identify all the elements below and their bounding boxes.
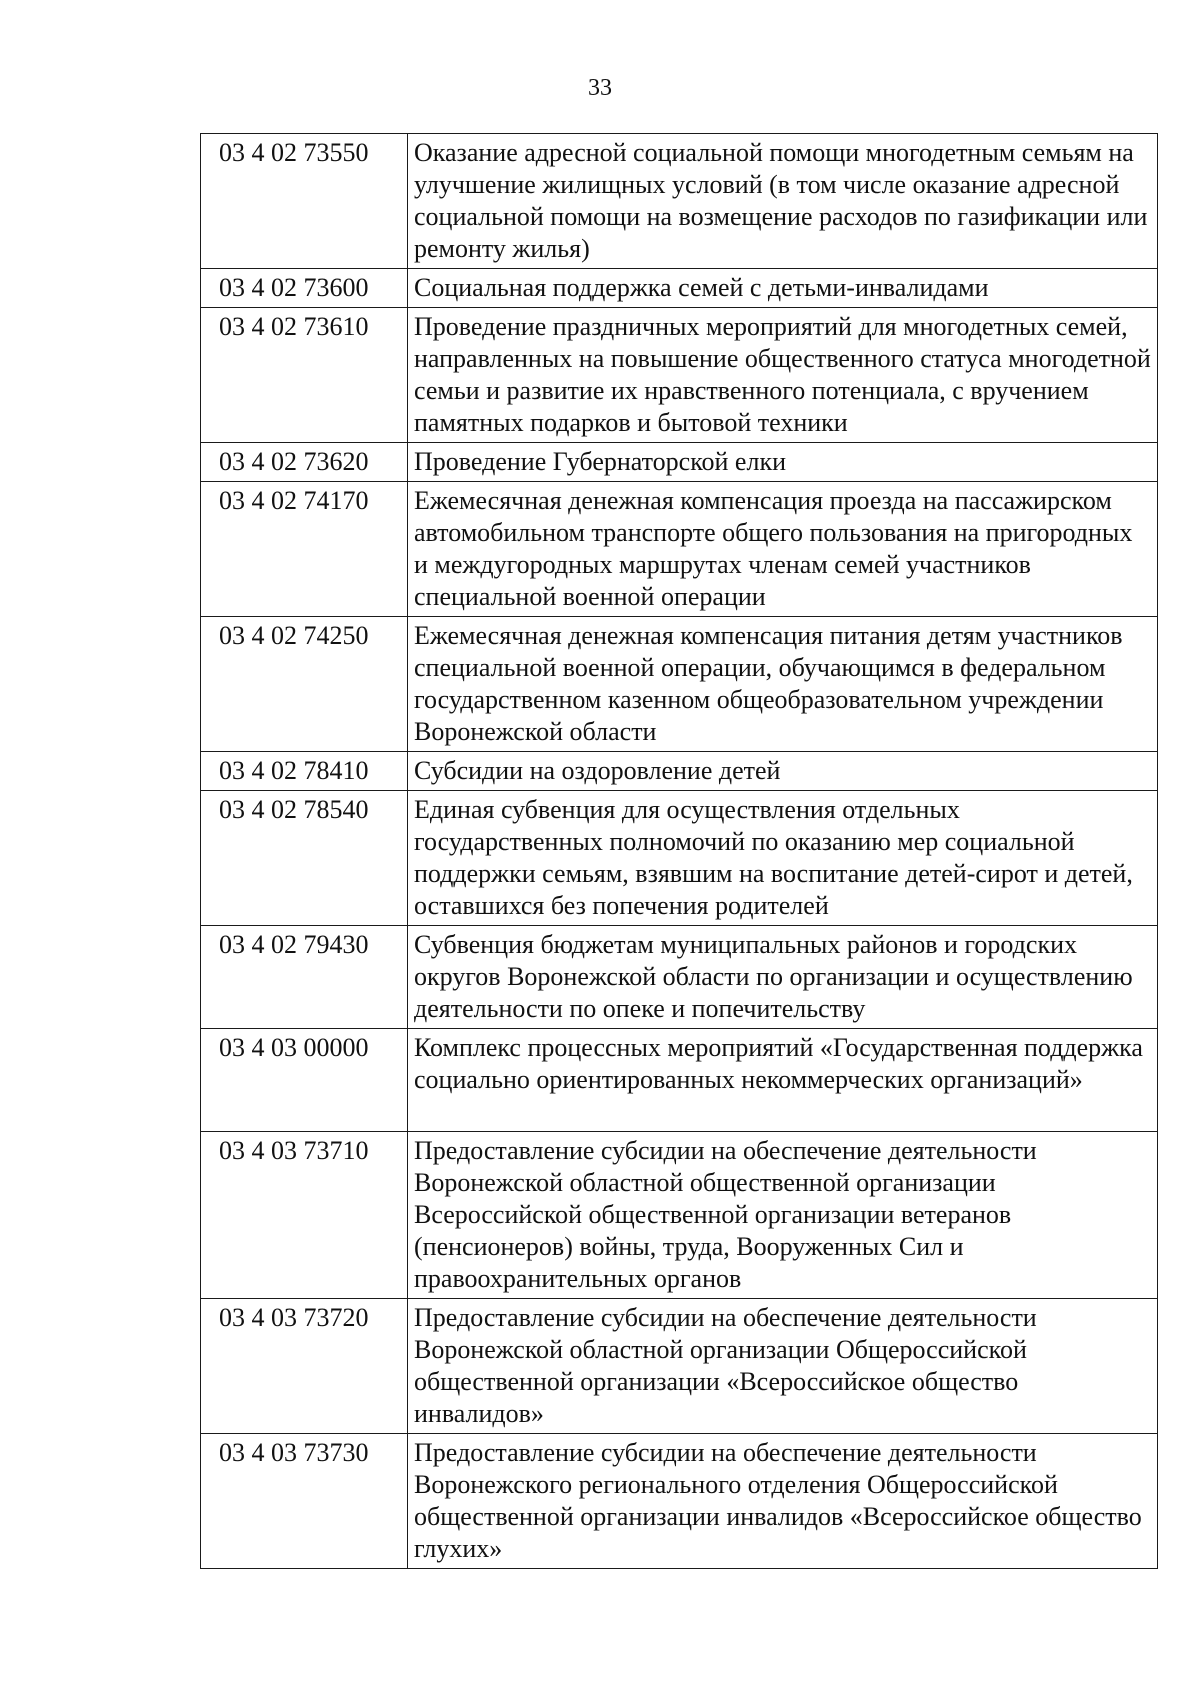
page-number: 33 <box>588 75 612 101</box>
table-row <box>201 269 1158 308</box>
row-description: Субсидии на оздоровление детей <box>408 752 1158 791</box>
row-description: Социальная поддержка семей с детьми-инвалидами <box>408 269 1158 308</box>
row-description: Оказание адресной социальной помощи многодетным семьям на улучшение жилищных условий (в том числе оказание адресной социальной помощи на возмещение расходов по газификации или ремонту жилья) <box>408 134 1158 269</box>
table-row <box>201 443 1158 482</box>
row-code: 03 4 03 00000 <box>201 1029 408 1132</box>
table-row <box>201 791 1158 926</box>
row-code: 03 4 02 74250 <box>201 617 408 752</box>
table-row <box>201 134 1158 269</box>
table-row <box>201 1132 1158 1299</box>
row-code: 03 4 03 73710 <box>201 1132 408 1299</box>
row-code: 03 4 03 73730 <box>201 1434 408 1569</box>
table-row <box>201 1434 1158 1569</box>
row-description: Ежемесячная денежная компенсация питания детям участников специальной военной операции, обучающимся в федеральном государственном казенном общеобразовательном учреждении Воронежской области <box>408 617 1158 752</box>
row-description: Единая субвенция для осуществления отдельных государственных полномочий по оказанию мер социальной поддержки семьям, взявшим на воспитание детей-сирот и детей, оставшихся без попечения родителей <box>408 791 1158 926</box>
table-row <box>201 482 1158 617</box>
table-row <box>201 926 1158 1029</box>
row-code: 03 4 02 78540 <box>201 791 408 926</box>
row-code: 03 4 02 74170 <box>201 482 408 617</box>
row-description: Предоставление субсидии на обеспечение деятельности Воронежской областной организации Общероссийской общественной организации «Всероссийское общество инвалидов» <box>408 1299 1158 1434</box>
row-description: Проведение Губернаторской елки <box>408 443 1158 482</box>
row-description: Предоставление субсидии на обеспечение деятельности Воронежской областной общественной организации Всероссийской общественной организации ветеранов (пенсионеров) войны, труда, Вооруженных Сил и правоохранительных органов <box>408 1132 1158 1299</box>
table-row <box>201 1029 1158 1132</box>
table-row <box>201 617 1158 752</box>
table-row <box>201 308 1158 443</box>
row-description: Предоставление субсидии на обеспечение деятельности Воронежского регионального отделения Общероссийской общественной организации инвалидов «Всероссийское общество глухих» <box>408 1434 1158 1569</box>
row-code: 03 4 02 73550 <box>201 134 408 269</box>
row-code: 03 4 02 79430 <box>201 926 408 1029</box>
row-description: Субвенция бюджетам муниципальных районов и городских округов Воронежской области по организации и осуществлению деятельности по опеке и попечительству <box>408 926 1158 1029</box>
row-description: Проведение праздничных мероприятий для многодетных семей, направленных на повышение общественного статуса многодетной семьи и развитие их нравственного потенциала, с вручением памятных подарков и бытовой техники <box>408 308 1158 443</box>
row-code: 03 4 02 73600 <box>201 269 408 308</box>
row-code: 03 4 03 73720 <box>201 1299 408 1434</box>
budget-codes-table <box>200 133 1158 1569</box>
table-row <box>201 752 1158 791</box>
table-row <box>201 1299 1158 1434</box>
row-code: 03 4 02 78410 <box>201 752 408 791</box>
row-code: 03 4 02 73610 <box>201 308 408 443</box>
row-description: Комплекс процессных мероприятий «Государственная поддержка социально ориентированных некоммерческих организаций» <box>408 1029 1158 1132</box>
row-code: 03 4 02 73620 <box>201 443 408 482</box>
row-description: Ежемесячная денежная компенсация проезда на пассажирском автомобильном транспорте общего пользования на пригородных и междугородных маршрутах членам семей участников специальной военной операции <box>408 482 1158 617</box>
